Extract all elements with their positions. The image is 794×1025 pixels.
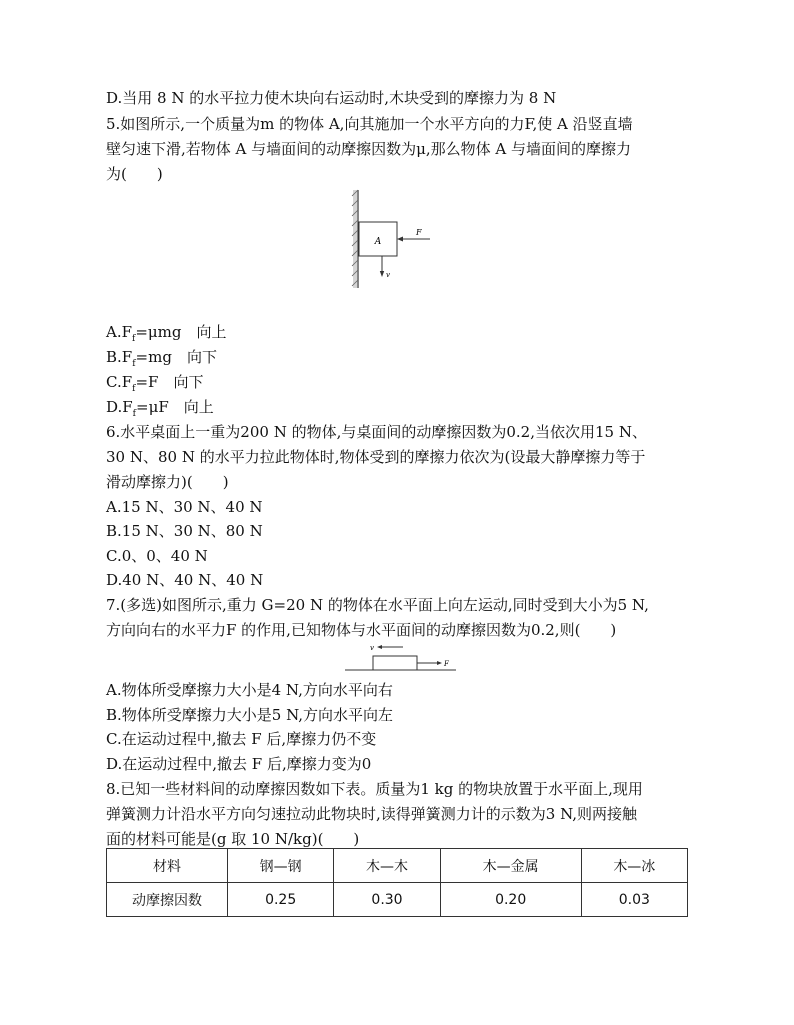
q5-stem-line-3: 为( ) xyxy=(106,165,163,183)
q5-option-d-prefix: D.F xyxy=(106,398,133,416)
q5-option-d xyxy=(106,397,214,424)
q7-option-c: C.在运动过程中,撤去 F 后,摩擦力仍不变 xyxy=(106,730,377,748)
q5-option-b-sub: f xyxy=(132,359,136,369)
q8-stem-line-2: 弹簧测力计沿水平方向匀速拉动此物块时,读得弹簧测力计的示数为3 N,则两接触 xyxy=(106,805,638,823)
force-f-label: F xyxy=(416,228,422,237)
table-cell: 木—金属 xyxy=(440,849,581,883)
q8-stem-line-3: 面的材料可能是(g 取 10 N/kg)( ) xyxy=(106,830,360,848)
table-row xyxy=(107,883,688,917)
q5-option-b-prefix: B.F xyxy=(106,348,133,366)
wall-hatching xyxy=(352,190,358,288)
table-cell: 木—木 xyxy=(334,849,440,883)
table-cell: 0.03 xyxy=(581,883,687,917)
table-cell: 0.20 xyxy=(440,883,581,917)
q5-option-b xyxy=(106,347,217,374)
q7-option-d: D.在运动过程中,撤去 F 后,摩擦力变为0 xyxy=(106,755,372,773)
velocity-arrowhead xyxy=(377,645,382,649)
q5-option-d-rest: =μF 向上 xyxy=(136,398,214,416)
q5-option-a xyxy=(106,322,227,349)
force-f-label: F xyxy=(444,660,449,668)
q5-option-a-prefix: A.F xyxy=(106,323,133,341)
q5-option-c xyxy=(106,372,203,399)
velocity-label: v xyxy=(386,271,390,279)
q6-option-a: A.15 N、30 N、40 N xyxy=(106,498,263,516)
q5-option-c-rest: =F 向下 xyxy=(135,373,204,391)
q6-stem-line-3: 滑动摩擦力)( ) xyxy=(106,473,229,491)
q6-stem-line-2: 30 N、80 N 的水平力拉此物体时,物体受到的摩擦力依次为(设最大静摩擦力等于 xyxy=(106,448,646,466)
table-cell: 0.25 xyxy=(228,883,334,917)
q7-stem-line-2: 方向向右的水平力F 的作用,已知物体与水平面间的动摩擦因数为0.2,则( ) xyxy=(106,621,617,639)
table-header-row xyxy=(107,849,688,883)
block xyxy=(373,656,417,670)
velocity-arrowhead xyxy=(380,271,384,277)
q5-stem-line-1: 5.如图所示,一个质量为m 的物体 A,向其施加一个水平方向的力F,使 A 沿竖直墙 xyxy=(106,115,633,133)
q6-option-b: B.15 N、30 N、80 N xyxy=(106,522,263,540)
q5-option-d-sub: f xyxy=(132,409,137,419)
q5-stem-line-2: 壁匀速下滑,若物体 A 与墙面间的动摩擦因数为μ,那么物体 A 与墙面间的摩擦力 xyxy=(106,140,632,158)
friction-coefficient-table xyxy=(106,848,688,917)
q5-option-a-sub: f xyxy=(132,334,136,344)
force-f-arrowhead xyxy=(397,237,403,242)
table-cell: 木—冰 xyxy=(581,849,687,883)
q5-option-c-sub: f xyxy=(132,384,136,394)
q6-option-c: C.0、0、40 N xyxy=(106,547,208,565)
ground-block-figure xyxy=(343,642,458,672)
table-cell: 0.30 xyxy=(334,883,440,917)
table-cell: 材料 xyxy=(107,849,228,883)
q5-option-c-prefix: C.F xyxy=(106,373,133,391)
q8-stem-line-1: 8.已知一些材料间的动摩擦因数如下表。质量为1 kg 的物块放置于水平面上,现用 xyxy=(106,780,643,798)
q7-stem-line-1: 7.(多选)如图所示,重力 G=20 N 的物体在水平面上向左运动,同时受到大小为5 N, xyxy=(106,596,649,614)
table-cell: 钢—钢 xyxy=(228,849,334,883)
q5-option-a-rest: =μmg 向上 xyxy=(135,323,227,341)
wall-block-figure xyxy=(340,188,450,290)
q7-option-a: A.物体所受摩擦力大小是4 N,方向水平向右 xyxy=(106,681,393,699)
block-a-label: A xyxy=(374,237,382,247)
q5-option-b-rest: =mg 向下 xyxy=(135,348,217,366)
q7-option-b: B.物体所受摩擦力大小是5 N,方向水平向左 xyxy=(106,706,394,724)
q6-stem-line-1: 6.水平桌面上一重为200 N 的物体,与桌面间的动摩擦因数为0.2,当依次用15 N、 xyxy=(106,423,647,441)
table-cell: 动摩擦因数 xyxy=(107,883,228,917)
q6-option-d: D.40 N、40 N、40 N xyxy=(106,571,264,589)
force-f-arrowhead xyxy=(437,661,442,665)
velocity-label: v xyxy=(370,644,374,652)
q4-option-d: D.当用 8 N 的水平拉力使木块向右运动时,木块受到的摩擦力为 8 N xyxy=(106,89,557,107)
